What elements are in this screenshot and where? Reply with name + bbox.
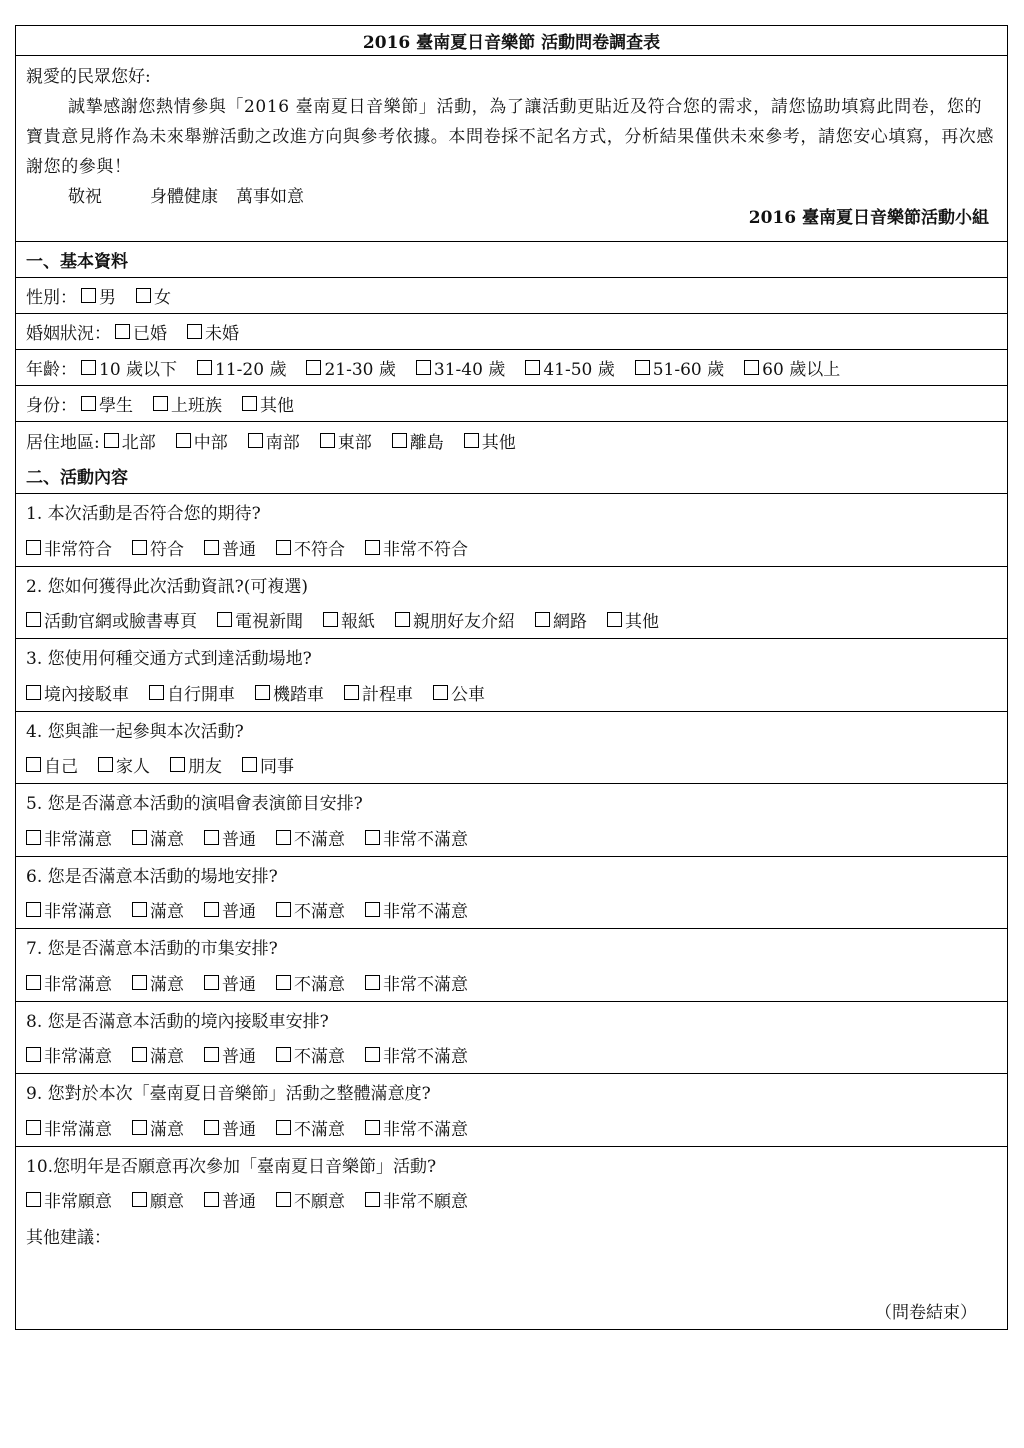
option-label: 東部 bbox=[337, 432, 372, 453]
checkbox-icon[interactable] bbox=[204, 1047, 219, 1062]
checkbox-option[interactable] bbox=[132, 535, 184, 560]
question-options bbox=[26, 965, 997, 999]
option-label: 自己 bbox=[44, 757, 78, 777]
checkbox-icon[interactable] bbox=[365, 540, 380, 555]
form-title: 2016 臺南夏日音樂節 活動問卷調查表 bbox=[16, 26, 1007, 56]
option-label: 學生 bbox=[99, 396, 133, 416]
question-item bbox=[16, 857, 1007, 930]
checkbox-icon[interactable] bbox=[607, 612, 622, 627]
option-label: 不符合 bbox=[294, 539, 345, 560]
checkbox-option[interactable] bbox=[197, 355, 286, 380]
option-label: 親朋好友介紹 bbox=[413, 612, 515, 632]
checkbox-icon[interactable] bbox=[217, 612, 232, 627]
checkbox-icon[interactable] bbox=[26, 902, 41, 917]
checkbox-option[interactable] bbox=[365, 535, 468, 560]
checkbox-option[interactable] bbox=[248, 428, 300, 453]
option-label: 21-30 歲 bbox=[324, 360, 396, 380]
checkbox-icon[interactable] bbox=[104, 433, 119, 448]
option-label: 51-60 歲 bbox=[652, 360, 725, 380]
option-label: 不願意 bbox=[294, 1192, 345, 1212]
checkbox-icon[interactable] bbox=[176, 433, 191, 448]
question-item bbox=[16, 494, 1007, 567]
checkbox-icon[interactable] bbox=[392, 433, 407, 448]
option-label: 非常不滿意 bbox=[383, 902, 468, 922]
option-label: 滿意 bbox=[150, 829, 184, 850]
checkbox-icon[interactable] bbox=[26, 975, 41, 990]
checkbox-icon[interactable] bbox=[81, 360, 96, 375]
checkbox-icon[interactable] bbox=[276, 975, 291, 990]
intro-block bbox=[16, 56, 1007, 242]
option-label: 朋友 bbox=[188, 757, 222, 777]
checkbox-option[interactable] bbox=[204, 535, 256, 560]
checkbox-option[interactable] bbox=[525, 355, 614, 380]
checkbox-option[interactable] bbox=[276, 1187, 345, 1212]
checkbox-option[interactable] bbox=[344, 680, 413, 705]
question-options bbox=[26, 748, 997, 782]
option-label: 離島 bbox=[409, 432, 444, 453]
option-label: 非常滿意 bbox=[44, 902, 112, 922]
checkbox-option[interactable] bbox=[204, 970, 256, 995]
basic-info-row bbox=[16, 422, 1007, 458]
checkbox-option[interactable] bbox=[365, 825, 468, 850]
checkbox-option[interactable] bbox=[132, 825, 184, 850]
checkbox-option[interactable] bbox=[365, 1115, 468, 1140]
checkbox-option[interactable] bbox=[132, 1042, 184, 1067]
checkbox-icon[interactable] bbox=[132, 540, 147, 555]
question-text: 4. 您與誰一起參與本次活動? bbox=[26, 721, 244, 742]
question-options bbox=[26, 603, 997, 637]
checkbox-option[interactable] bbox=[104, 428, 156, 453]
option-label: 不滿意 bbox=[294, 902, 345, 922]
checkbox-option[interactable] bbox=[204, 1187, 256, 1212]
checkbox-option[interactable] bbox=[276, 1042, 345, 1067]
option-label: 41-50 歲 bbox=[543, 360, 615, 380]
checkbox-icon[interactable] bbox=[365, 830, 380, 845]
intro-body: 誠摯感謝您熱情參與「2016 臺南夏日音樂節」活動，為了讓活動更貼近及符合您的需求，請您協助填寫此問卷，您的寶貴意見將作為未來舉辦活動之改進方向與參考依據。本問卷採不記名方式，分析結果僅供未來參考，請您安心填寫，再次感謝您的參與！ bbox=[26, 97, 994, 177]
checkbox-icon[interactable] bbox=[26, 1120, 41, 1135]
checkbox-icon[interactable] bbox=[132, 975, 147, 990]
checkbox-icon[interactable] bbox=[98, 757, 113, 772]
option-label: 網路 bbox=[553, 612, 587, 632]
checkbox-option[interactable] bbox=[98, 752, 150, 777]
checkbox-option[interactable] bbox=[365, 1187, 468, 1212]
checkbox-option[interactable] bbox=[26, 752, 78, 777]
checkbox-icon[interactable] bbox=[26, 685, 41, 700]
checkbox-icon[interactable] bbox=[306, 360, 321, 375]
option-label: 普通 bbox=[222, 829, 256, 850]
question-text: 10.您明年是否願意再次參加「臺南夏日音樂節」活動? bbox=[26, 1156, 437, 1177]
checkbox-icon[interactable] bbox=[153, 396, 168, 411]
checkbox-option[interactable] bbox=[744, 355, 840, 380]
closing-3: 萬事如意 bbox=[236, 187, 304, 207]
checkbox-icon[interactable] bbox=[132, 830, 147, 845]
checkbox-option[interactable] bbox=[187, 319, 239, 344]
option-label: 電視新聞 bbox=[235, 612, 303, 632]
checkbox-icon[interactable] bbox=[197, 360, 212, 375]
checkbox-option[interactable] bbox=[204, 1042, 256, 1067]
option-label: 家人 bbox=[116, 757, 150, 777]
checkbox-icon[interactable] bbox=[365, 1120, 380, 1135]
checkbox-option[interactable] bbox=[276, 825, 345, 850]
checkbox-icon[interactable] bbox=[433, 685, 448, 700]
checkbox-icon[interactable] bbox=[26, 830, 41, 845]
checkbox-option[interactable] bbox=[323, 607, 375, 632]
question-text: 8. 您是否滿意本活動的境內接駁車安排? bbox=[26, 1011, 329, 1032]
checkbox-option[interactable] bbox=[81, 391, 133, 416]
question-text: 2. 您如何獲得此次活動資訊?(可複選) bbox=[26, 576, 309, 597]
checkbox-option[interactable] bbox=[416, 355, 505, 380]
checkbox-option[interactable] bbox=[115, 319, 167, 344]
checkbox-icon[interactable] bbox=[323, 612, 338, 627]
question-options bbox=[26, 530, 997, 564]
closing-2: 身體健康 bbox=[150, 187, 218, 207]
option-label: 非常不滿意 bbox=[383, 1047, 468, 1067]
field-label: 身份： bbox=[26, 396, 77, 416]
question-options bbox=[26, 1183, 997, 1217]
option-label: 境內接駁車 bbox=[44, 684, 129, 705]
checkbox-icon[interactable] bbox=[204, 975, 219, 990]
question-item bbox=[16, 1002, 1007, 1075]
checkbox-icon[interactable] bbox=[81, 288, 96, 303]
checkbox-icon[interactable] bbox=[276, 540, 291, 555]
option-label: 非常願意 bbox=[44, 1192, 112, 1212]
checkbox-icon[interactable] bbox=[525, 360, 540, 375]
checkbox-option[interactable] bbox=[26, 825, 112, 850]
option-label: 女 bbox=[154, 288, 171, 308]
option-label: 已婚 bbox=[133, 324, 167, 344]
checkbox-option[interactable] bbox=[320, 428, 372, 453]
checkbox-icon[interactable] bbox=[276, 902, 291, 917]
checkbox-icon[interactable] bbox=[276, 1120, 291, 1135]
checkbox-option[interactable] bbox=[392, 428, 444, 453]
checkbox-icon[interactable] bbox=[395, 612, 410, 627]
option-label: 其他 bbox=[625, 612, 659, 632]
option-label: 報紙 bbox=[341, 612, 375, 632]
checkbox-option[interactable] bbox=[276, 535, 345, 560]
checkbox-option[interactable] bbox=[132, 1187, 184, 1212]
checkbox-icon[interactable] bbox=[187, 324, 202, 339]
checkbox-option[interactable] bbox=[242, 752, 294, 777]
checkbox-option[interactable] bbox=[635, 355, 724, 380]
checkbox-icon[interactable] bbox=[26, 1192, 41, 1207]
checkbox-option[interactable] bbox=[204, 825, 256, 850]
checkbox-option[interactable] bbox=[276, 897, 345, 922]
question-rows bbox=[16, 494, 1007, 1219]
checkbox-option[interactable] bbox=[176, 428, 228, 453]
basic-info-rows bbox=[16, 278, 1007, 458]
field-label: 年齡： bbox=[26, 360, 77, 380]
checkbox-icon[interactable] bbox=[26, 1047, 41, 1062]
option-label: 非常不願意 bbox=[383, 1192, 468, 1212]
checkbox-icon[interactable] bbox=[365, 1047, 380, 1062]
checkbox-option[interactable] bbox=[306, 355, 395, 380]
checkbox-option[interactable] bbox=[81, 283, 116, 308]
checkbox-option[interactable] bbox=[26, 970, 112, 995]
checkbox-option[interactable] bbox=[26, 897, 112, 922]
checkbox-icon[interactable] bbox=[115, 324, 130, 339]
question-item bbox=[16, 1074, 1007, 1147]
basic-info-row bbox=[16, 278, 1007, 314]
checkbox-option[interactable] bbox=[535, 607, 587, 632]
question-text: 1. 本次活動是否符合您的期待? bbox=[26, 504, 261, 524]
checkbox-option[interactable] bbox=[276, 1115, 345, 1140]
option-label: 不滿意 bbox=[294, 974, 345, 995]
checkbox-icon[interactable] bbox=[365, 975, 380, 990]
question-item bbox=[16, 639, 1007, 712]
checkbox-option[interactable] bbox=[132, 897, 184, 922]
checkbox-option[interactable] bbox=[395, 607, 515, 632]
option-label: 同事 bbox=[260, 757, 294, 777]
checkbox-icon[interactable] bbox=[149, 685, 164, 700]
option-label: 符合 bbox=[150, 539, 184, 560]
checkbox-option[interactable] bbox=[365, 1042, 468, 1067]
checkbox-option[interactable] bbox=[26, 1042, 112, 1067]
option-label: 11-20 歲 bbox=[215, 360, 287, 380]
checkbox-option[interactable] bbox=[149, 680, 235, 705]
option-label: 普通 bbox=[222, 974, 256, 995]
end-note: （問卷結束） bbox=[875, 1303, 977, 1323]
question-text: 9. 您對於本次「臺南夏日音樂節」活動之整體滿意度? bbox=[26, 1084, 431, 1104]
checkbox-icon[interactable] bbox=[365, 902, 380, 917]
question-item bbox=[16, 784, 1007, 857]
checkbox-icon[interactable] bbox=[535, 612, 550, 627]
checkbox-icon[interactable] bbox=[132, 1192, 147, 1207]
question-item bbox=[16, 929, 1007, 1002]
option-label: 不滿意 bbox=[294, 1119, 345, 1140]
option-label: 普通 bbox=[222, 1047, 256, 1067]
option-label: 非常符合 bbox=[44, 539, 112, 560]
checkbox-icon[interactable] bbox=[744, 360, 759, 375]
checkbox-option[interactable] bbox=[132, 1115, 184, 1140]
checkbox-icon[interactable] bbox=[416, 360, 431, 375]
option-label: 10 歲以下 bbox=[99, 360, 178, 380]
checkbox-option[interactable] bbox=[26, 535, 112, 560]
checkbox-option[interactable] bbox=[204, 897, 256, 922]
checkbox-icon[interactable] bbox=[635, 360, 650, 375]
question-text: 3. 您使用何種交通方式到達活動場地? bbox=[26, 649, 312, 669]
option-label: 普通 bbox=[222, 539, 256, 560]
checkbox-icon[interactable] bbox=[26, 612, 41, 627]
checkbox-option[interactable] bbox=[464, 428, 516, 453]
option-label: 自行開車 bbox=[167, 684, 235, 705]
question-options bbox=[26, 675, 997, 709]
option-label: 公車 bbox=[451, 684, 485, 705]
option-label: 非常不滿意 bbox=[383, 829, 468, 850]
option-label: 31-40 歲 bbox=[433, 360, 506, 380]
checkbox-icon[interactable] bbox=[248, 433, 263, 448]
basic-info-row bbox=[16, 350, 1007, 386]
signature: 2016 臺南夏日音樂節活動小組 bbox=[748, 208, 989, 228]
option-label: 計程車 bbox=[362, 684, 413, 705]
checkbox-option[interactable] bbox=[365, 970, 468, 995]
checkbox-icon[interactable] bbox=[276, 1047, 291, 1062]
checkbox-option[interactable] bbox=[153, 391, 222, 416]
option-label: 非常滿意 bbox=[44, 1119, 112, 1140]
checkbox-icon[interactable] bbox=[26, 757, 41, 772]
checkbox-icon[interactable] bbox=[132, 1047, 147, 1062]
checkbox-icon[interactable] bbox=[365, 1192, 380, 1207]
checkbox-option[interactable] bbox=[217, 607, 303, 632]
question-text: 6. 您是否滿意本活動的場地安排? bbox=[26, 866, 278, 887]
checkbox-icon[interactable] bbox=[276, 1192, 291, 1207]
option-label: 非常不滿意 bbox=[383, 974, 468, 995]
option-label: 普通 bbox=[222, 902, 256, 922]
checkbox-option[interactable] bbox=[26, 1187, 112, 1212]
option-label: 機踏車 bbox=[273, 684, 324, 705]
checkbox-icon[interactable] bbox=[26, 540, 41, 555]
checkbox-icon[interactable] bbox=[81, 396, 96, 411]
checkbox-icon[interactable] bbox=[255, 685, 270, 700]
option-label: 上班族 bbox=[171, 396, 222, 416]
closing-1: 敬祝 bbox=[68, 187, 102, 207]
checkbox-icon[interactable] bbox=[276, 830, 291, 845]
checkbox-option[interactable] bbox=[132, 970, 184, 995]
option-label: 不滿意 bbox=[294, 1047, 345, 1067]
question-options bbox=[26, 1110, 997, 1144]
other-suggestions[interactable] bbox=[16, 1219, 1007, 1329]
option-label: 非常滿意 bbox=[44, 974, 112, 995]
checkbox-icon[interactable] bbox=[242, 757, 257, 772]
option-label: 北部 bbox=[121, 432, 156, 453]
checkbox-icon[interactable] bbox=[136, 288, 151, 303]
option-label: 不滿意 bbox=[294, 829, 345, 850]
checkbox-option[interactable] bbox=[81, 355, 177, 380]
option-label: 未婚 bbox=[205, 324, 239, 344]
checkbox-icon[interactable] bbox=[132, 902, 147, 917]
question-text: 7. 您是否滿意本活動的市集安排? bbox=[26, 939, 278, 959]
checkbox-icon[interactable] bbox=[242, 396, 257, 411]
checkbox-icon[interactable] bbox=[344, 685, 359, 700]
checkbox-option[interactable] bbox=[433, 680, 485, 705]
checkbox-option[interactable] bbox=[276, 970, 345, 995]
checkbox-icon[interactable] bbox=[320, 433, 335, 448]
option-label: 普通 bbox=[222, 1119, 256, 1140]
checkbox-icon[interactable] bbox=[170, 757, 185, 772]
survey-form bbox=[15, 25, 1008, 1330]
option-label: 非常滿意 bbox=[44, 829, 112, 850]
checkbox-option[interactable] bbox=[255, 680, 324, 705]
checkbox-icon[interactable] bbox=[204, 1192, 219, 1207]
field-label: 婚姻狀況： bbox=[26, 324, 111, 344]
checkbox-option[interactable] bbox=[204, 1115, 256, 1140]
checkbox-option[interactable] bbox=[170, 752, 222, 777]
basic-info-row bbox=[16, 314, 1007, 350]
checkbox-option[interactable] bbox=[26, 1115, 112, 1140]
section-activity-content: 二、活動內容 bbox=[16, 458, 1007, 494]
checkbox-icon[interactable] bbox=[132, 1120, 147, 1135]
checkbox-icon[interactable] bbox=[204, 830, 219, 845]
field-label: 居住地區: bbox=[26, 432, 100, 453]
option-label: 活動官網或臉書專頁 bbox=[44, 612, 197, 632]
option-label: 南部 bbox=[265, 432, 300, 453]
section-basic-info: 一、基本資料 bbox=[16, 242, 1007, 278]
greeting: 親愛的民眾您好: bbox=[26, 67, 151, 87]
checkbox-icon[interactable] bbox=[204, 902, 219, 917]
question-options bbox=[26, 893, 997, 927]
checkbox-option[interactable] bbox=[136, 283, 171, 308]
checkbox-option[interactable] bbox=[242, 391, 294, 416]
field-label: 性別： bbox=[26, 288, 77, 308]
question-item bbox=[16, 567, 1007, 640]
option-label: 滿意 bbox=[150, 1047, 184, 1067]
option-label: 願意 bbox=[150, 1192, 184, 1212]
option-label: 非常不滿意 bbox=[383, 1119, 468, 1140]
question-options bbox=[26, 1038, 997, 1072]
basic-info-row bbox=[16, 386, 1007, 422]
option-label: 其他 bbox=[260, 396, 294, 416]
option-label: 普通 bbox=[222, 1192, 256, 1212]
checkbox-option[interactable] bbox=[26, 680, 129, 705]
option-label: 男 bbox=[99, 288, 116, 308]
checkbox-icon[interactable] bbox=[204, 1120, 219, 1135]
option-label: 60 歲以上 bbox=[762, 360, 841, 380]
option-label: 中部 bbox=[193, 432, 228, 453]
option-label: 其他 bbox=[481, 432, 516, 453]
question-item bbox=[16, 712, 1007, 785]
checkbox-icon[interactable] bbox=[464, 433, 479, 448]
option-label: 滿意 bbox=[150, 902, 184, 922]
question-item bbox=[16, 1147, 1007, 1220]
option-label: 非常滿意 bbox=[44, 1047, 112, 1067]
question-options bbox=[26, 820, 997, 854]
option-label: 滿意 bbox=[150, 1119, 184, 1140]
option-label: 非常不符合 bbox=[383, 539, 468, 560]
option-label: 滿意 bbox=[150, 974, 184, 995]
checkbox-icon[interactable] bbox=[204, 540, 219, 555]
question-text: 5. 您是否滿意本活動的演唱會表演節目安排? bbox=[26, 794, 363, 814]
checkbox-option[interactable] bbox=[607, 607, 659, 632]
other-suggestions-label: 其他建議： bbox=[26, 1228, 111, 1248]
checkbox-option[interactable] bbox=[365, 897, 468, 922]
checkbox-option[interactable] bbox=[26, 607, 197, 632]
